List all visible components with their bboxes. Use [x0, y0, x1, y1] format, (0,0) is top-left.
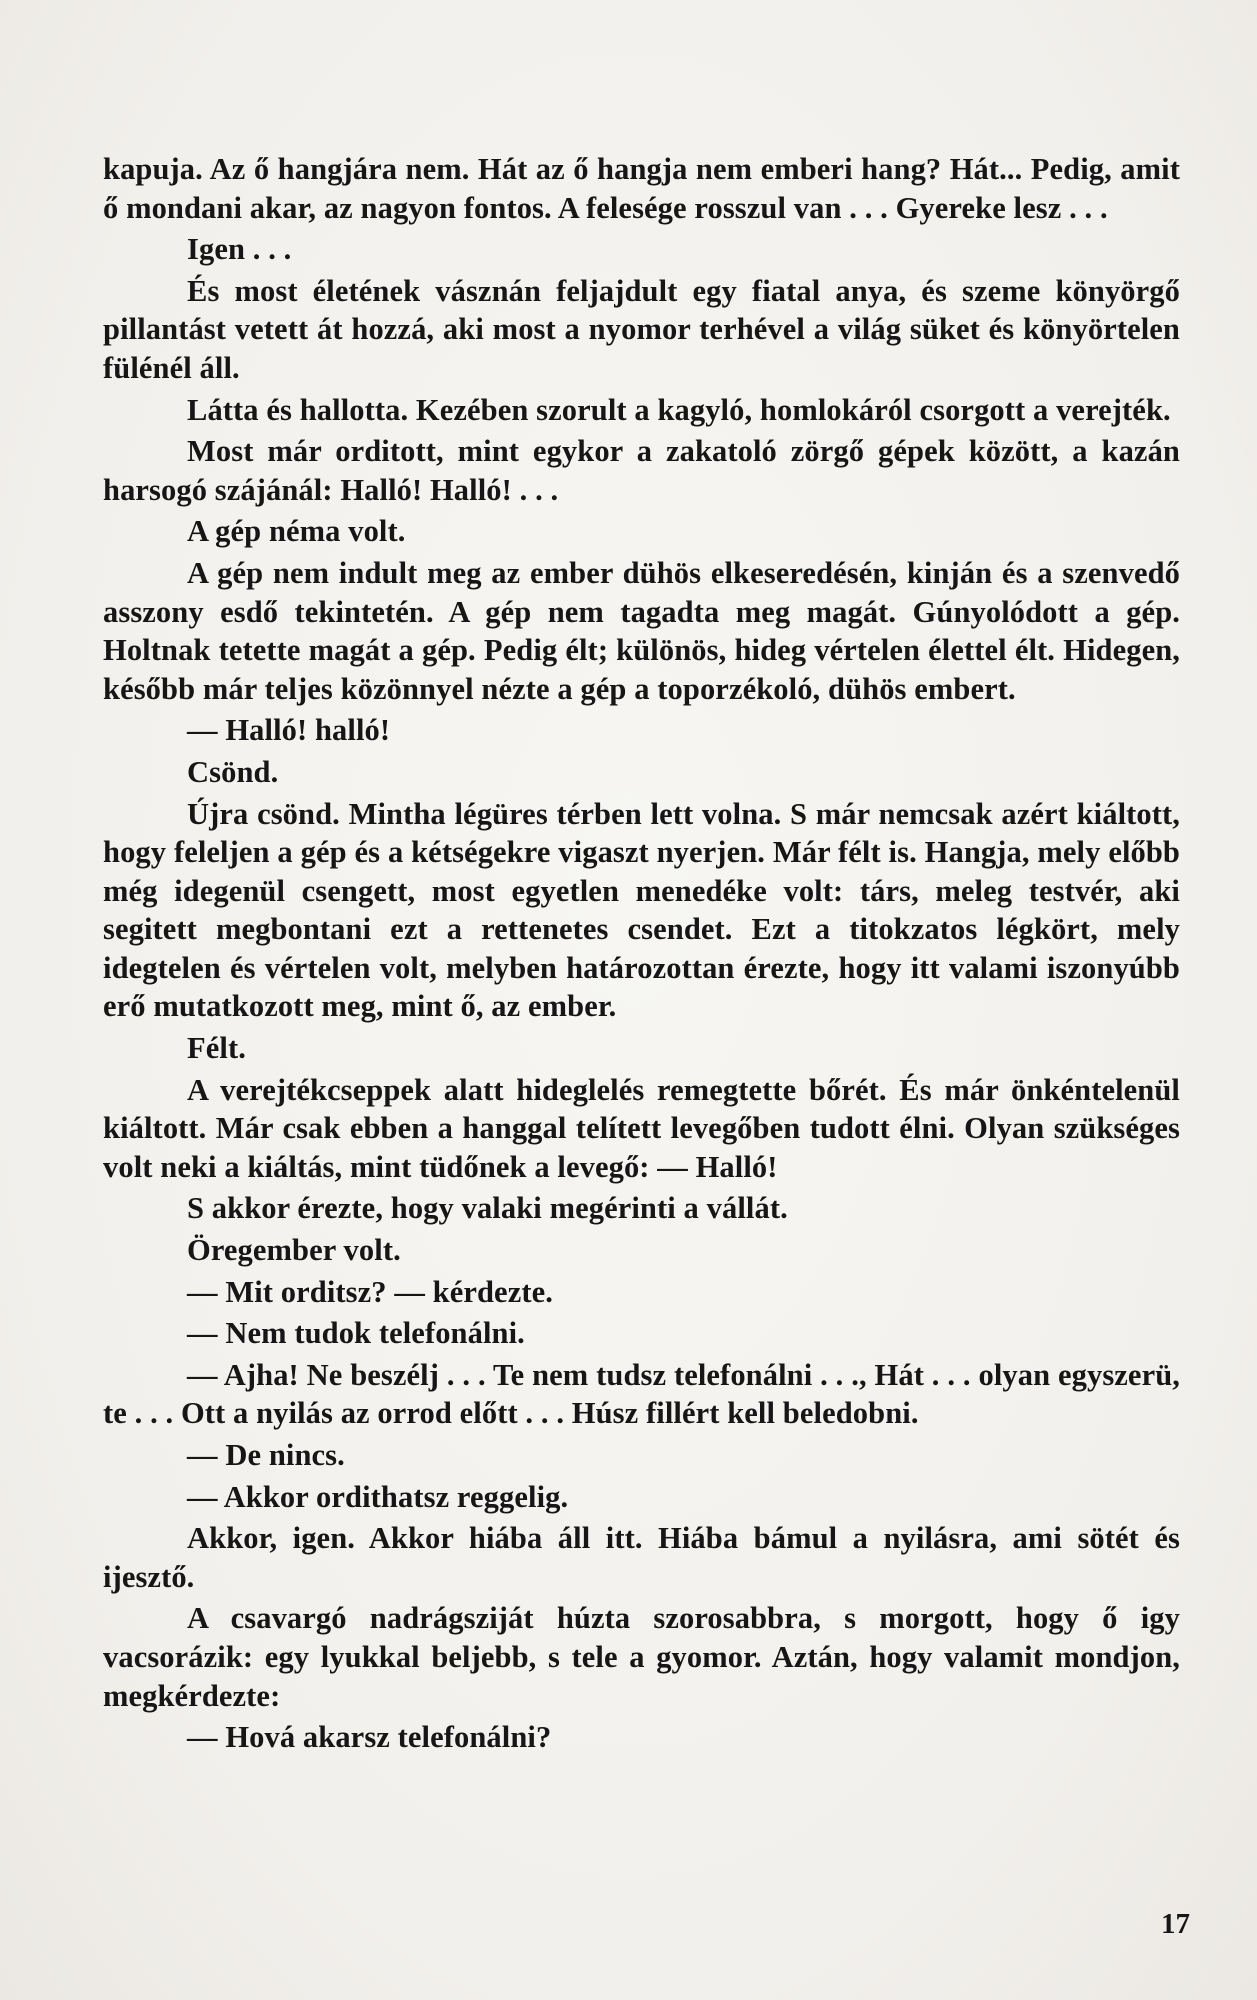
paragraph: S akkor érezte, hogy valaki megérinti a vállát. — [187, 1191, 788, 1226]
paragraph: — Ajha! Ne beszélj . . . Te nem tudsz telefonálni . . ., Hát . . . olyan egyszerü, te . . . Ott a nyilás az orrod előtt . . . Húsz fillért kell beledobni. — [103, 1357, 1180, 1431]
paragraph: Akkor, igen. Akkor hiába áll itt. Hiába bámul a nyilásra, ami sötét és ijesztő. — [103, 1521, 1180, 1594]
paragraph: Újra csönd. Mintha légüres térben lett volna. S már nemcsak azért kiáltott, hogy feleljen a gép és a kétségekre vigaszt nyerjen. Már félt is. Hangja, mely előbb még idegenül csengett, most egyetlen menedéke volt: társ, meleg testvér, aki segitett megbontani ezt a rettenetes csendet. Ezt a titokzatos légkört, mely idegtelen és vértelen volt, melyben határozottan érezte, hogy itt valami iszonyúbb erő mutatkozott meg, mint ő, az ember. — [103, 796, 1180, 1024]
paragraph: Látta és hallotta. Kezében szorult a kagyló, homlokáról csorgott a verejték. — [187, 392, 1171, 427]
paragraph: Igen . . . — [187, 232, 292, 267]
paragraph: — De nincs. — [187, 1438, 345, 1472]
paragraph: A verejtékcseppek alatt hideglelés remegtette bőrét. És már önkéntelenül kiáltott. Már csak ebben a hanggal telített levegőben tudott élni. Olyan szükséges volt neki a kiáltás, mint tüdőnek a levegő: — Halló! — [103, 1072, 1180, 1184]
paragraph: — Akkor ordithatsz reggelig. — [187, 1479, 569, 1514]
paragraph: Csönd. — [187, 754, 279, 789]
paragraph: Félt. — [187, 1031, 246, 1066]
body-text — [103, 150, 1180, 1760]
paragraph: — Mit orditsz? — kérdezte. — [187, 1274, 553, 1309]
paragraph: A gép nem indult meg az ember dühös elkeseredésén, kinján és a szenvedő asszony esdő tekintetén. A gép nem tagadta meg magát. Gúnyolódott a gép. Holtnak tetette magát a gép. Pedig élt; különös, hideg vértelen élettel élt. Hidegen, később már teljes közönnyel nézte a gép a toporzékoló, dühös embert. — [103, 555, 1180, 706]
paragraph: Most már orditott, mint egykor a zakatoló zörgő gépek között, a kazán harsogó szájánál: Halló! Halló! . . . — [103, 434, 1180, 507]
page-number: 17 — [1161, 1908, 1190, 1940]
paragraph: A gép néma volt. — [187, 514, 406, 549]
paragraph: — Hová akarsz telefonálni? — [187, 1720, 552, 1755]
paragraph: Öregember volt. — [187, 1233, 401, 1268]
paragraph: kapuja. Az ő hangjára nem. Hát az ő hangja nem emberi hang? Hát... Pedig, amit ő mondani akar, az nagyon fontos. A felesége rosszul van . . . Gyereke lesz . . . — [103, 152, 1180, 225]
paragraph: — Halló! halló! — [187, 713, 391, 748]
paragraph: — Nem tudok telefonálni. — [187, 1316, 525, 1351]
paragraph: A csavargó nadrágsziját húzta szorosabbra, s morgott, hogy ő igy vacsorázik: egy lyukkal beljebb, s tele a gyomor. Aztán, hogy valamit mondjon, megkérdezte: — [103, 1601, 1180, 1713]
paragraph: És most életének vásznán feljajdult egy fiatal anya, és szeme könyörgő pillantást vetett át hozzá, aki most a nyomor terhével a világ süket és könyörtelen fülénél áll. — [103, 273, 1180, 385]
